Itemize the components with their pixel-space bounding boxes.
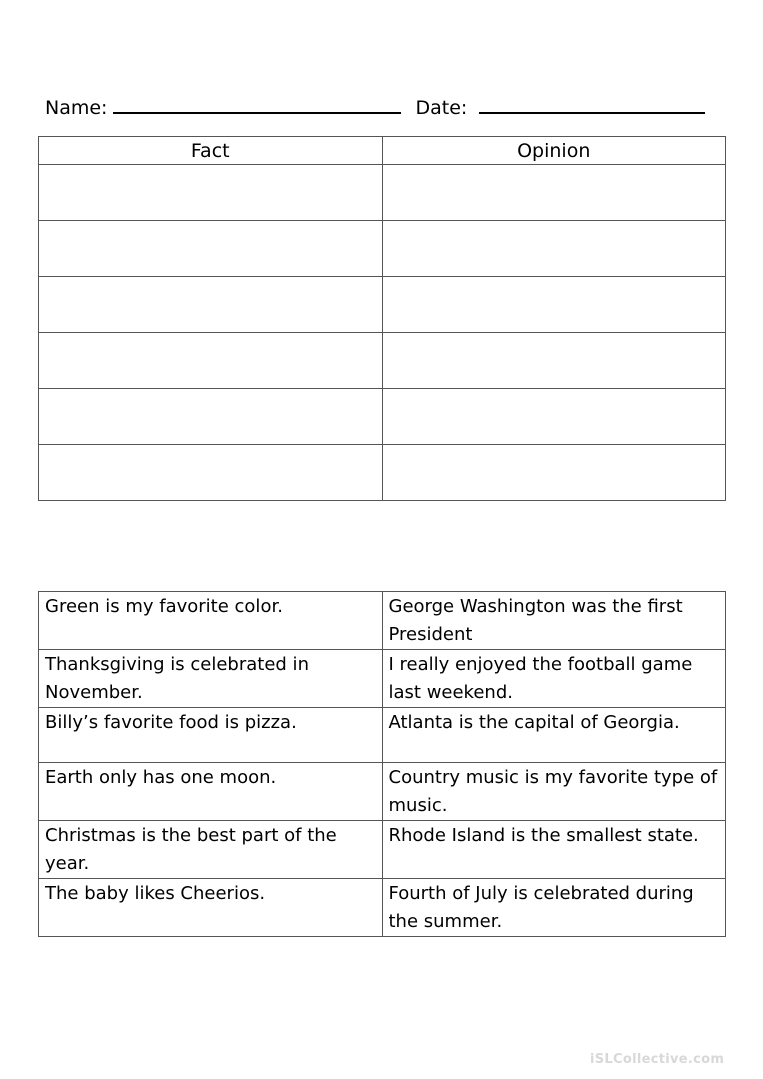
fact-cell[interactable]	[39, 165, 383, 221]
table-row	[39, 277, 726, 333]
statements-table	[38, 591, 726, 937]
statement-cell: Country music is my favorite type of music.	[382, 763, 726, 821]
table-row	[39, 333, 726, 389]
opinion-cell[interactable]	[382, 221, 726, 277]
statement-cell: Fourth of July is celebrated during the summer.	[382, 879, 726, 937]
statement-row	[39, 763, 726, 821]
opinion-cell[interactable]	[382, 277, 726, 333]
statement-cell: Green is my favorite color.	[39, 592, 383, 650]
fact-cell[interactable]	[39, 389, 383, 445]
opinion-cell[interactable]	[382, 445, 726, 501]
table-row	[39, 389, 726, 445]
name-label: Name:	[45, 97, 108, 119]
statement-cell: Atlanta is the capital of Georgia.	[382, 708, 726, 763]
name-date-line	[45, 92, 705, 119]
fact-cell[interactable]	[39, 445, 383, 501]
table-row	[39, 445, 726, 501]
fact-cell[interactable]	[39, 333, 383, 389]
name-blank-field[interactable]	[113, 92, 401, 114]
statement-cell: Rhode Island is the smallest state.	[382, 821, 726, 879]
statement-row	[39, 650, 726, 708]
table-row	[39, 221, 726, 277]
statement-row	[39, 879, 726, 937]
fact-cell[interactable]	[39, 277, 383, 333]
fact-cell[interactable]	[39, 221, 383, 277]
table-row	[39, 165, 726, 221]
date-label: Date:	[415, 97, 468, 119]
fact-opinion-sort-table	[38, 136, 726, 501]
opinion-cell[interactable]	[382, 389, 726, 445]
fact-column-header: Fact	[39, 137, 383, 165]
statement-cell: Earth only has one moon.	[39, 763, 383, 821]
statement-cell: The baby likes Cheerios.	[39, 879, 383, 937]
watermark: iSLCollective.com	[590, 1052, 725, 1067]
opinion-cell[interactable]	[382, 333, 726, 389]
statement-row	[39, 708, 726, 763]
opinion-cell[interactable]	[382, 165, 726, 221]
statement-cell: Christmas is the best part of the year.	[39, 821, 383, 879]
statement-row	[39, 821, 726, 879]
statement-row	[39, 592, 726, 650]
statement-cell: Billy’s favorite food is pizza.	[39, 708, 383, 763]
opinion-column-header: Opinion	[382, 137, 726, 165]
statement-cell: George Washington was the first President	[382, 592, 726, 650]
statement-cell: I really enjoyed the football game last weekend.	[382, 650, 726, 708]
sort-table-header-row	[39, 137, 726, 165]
date-blank-field[interactable]	[479, 92, 705, 114]
statement-cell: Thanksgiving is celebrated in November.	[39, 650, 383, 708]
